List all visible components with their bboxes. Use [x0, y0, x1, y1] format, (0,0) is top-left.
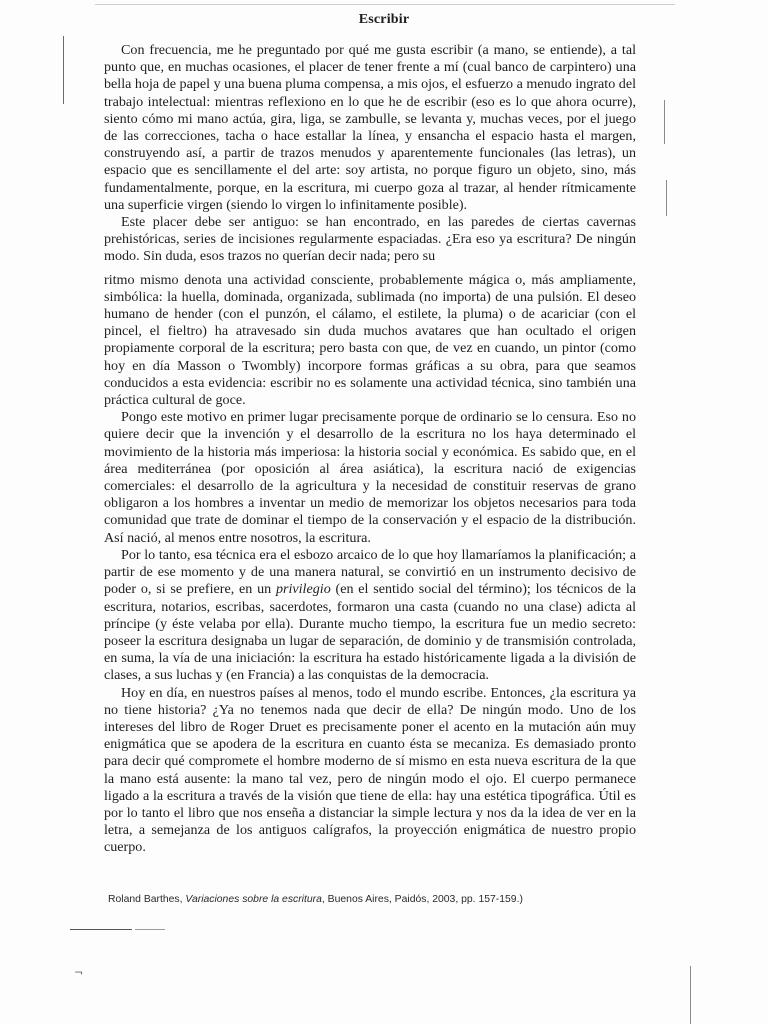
- paragraph-3: ritmo mismo denota una actividad consciente, probablemente mágica o, más ampliamente, simbólica: la huella, dominada, organizada, sublimada (no importa) de una pulsión. El deseo humano de hender (con el punzón, el cálamo, el estilete, la pluma) o de acariciar (con el pincel, el fieltro) ha atravesado sin duda muchos avatares que han ocultado el origen propiamente corporal de la escritura; pero basta con que, de vez en cuando, un pintor (como hoy en día Masson o Twombly) incorpore formas gráficas a su obra, para que seamos conducidos a esta evidencia: escribir no es solamente una actividad técnica, sino también una práctica cultural de goce.: [104, 271, 636, 409]
- right-margin-mark-lower: [690, 966, 691, 1024]
- paragraph-5-text-after: (en el sentido social del término); los técnicos de la escritura, notarios, escribas, sacerdotes, formaron una casta (cuando no una clase) adicta al príncipe (y éste velaba por ella). Durante mucho tiempo, la escritura fue un medio secreto: poseer la escritura designaba un lugar de separación, de dominio y de transmisión controlada, en suma, la vía de una iniciación: la escritura ha estado históricamente ligada a la división de clases, a sus luchas y (en Francia) a las conquistas de la democracia.: [104, 581, 636, 684]
- paragraph-5-italic-term: privilegio: [275, 581, 331, 598]
- left-margin-mark: [63, 36, 64, 104]
- paragraph-2: Este placer debe ser antiguo: se han encontrado, en las paredes de ciertas cavernas prehistóricas, series de incisiones regularmente espaciadas. ¿Era eso ya escritura? De ningún modo. Sin duda, esos trazos no querían decir nada; pero su: [104, 214, 636, 265]
- source-citation: [108, 894, 523, 905]
- footnote-rule-faint: [135, 929, 165, 930]
- paragraph-5: [104, 547, 636, 685]
- page-title: Escribir: [358, 12, 410, 27]
- right-margin-mark-upper: [664, 100, 665, 144]
- paragraph-6: Hoy en día, en nuestros países al menos, todo el mundo escribe. Entonces, ¿la escritura ya no tiene historia? ¿Ya no tenemos nada que decir de ella? De ningún modo. Uno de los intereses del libro de Roger Druet es precisamente poner el acento en la mutación aún muy enigmática que se apodera de la escritura en cuanto ésta se mecaniza. Es demasiado pronto para decir qué compromete el hombre moderno de sí mismo en esta nueva escritura de la que la mano está ausente: la mano tal vez, pero de ningún modo el ojo. El cuerpo permanece ligado a la escritura a través de la visión que tiene de ella: hay una estética tipográfica. Útil es por lo tanto el libro que nos enseña a distanciar la simple lectura y nos da la idea de ver en la letra, a semejanza de los antiguos calígrafos, la proyección enigmática de nuestro propio cuerpo.: [104, 684, 636, 856]
- paragraph-4: Pongo este motivo en primer lugar precisamente porque de ordinario se lo censura. Eso no quiere decir que la invención y el desarrollo de la escritura no los haya determinado el movimiento de la historia más imperiosa: la historia social y económica. Es sabido que, en el área mediterránea (por oposición al área asiática), la escritura nació de exigencias comerciales: el desarrollo de la agricultura y la necesidad de constituir reservas de grano obligaron a los hombres a inventar un medio de memorizar los objetos necesarios para toda comunidad que trate de dominar el tiempo de la conservación y el espacio de la distribución. Así nació, al menos entre nosotros, la escritura.: [104, 409, 636, 546]
- top-scan-rule: [95, 4, 675, 5]
- right-margin-mark-middle: [666, 180, 667, 216]
- essay-body: [104, 42, 636, 857]
- citation-work-title: Variaciones sobre la escritura: [185, 894, 322, 905]
- corner-scan-mark: ¬: [74, 966, 84, 979]
- citation-details: , Buenos Aires, Paidós, 2003, pp. 157-159.): [321, 894, 523, 905]
- footnote-rule: [70, 929, 132, 930]
- paragraph-1: Con frecuencia, me he preguntado por qué me gusta escribir (a mano, se entiende), a tal punto que, en muchas ocasiones, el placer de tener frente a mí (cual banco de carpintero) una bella hoja de papel y una buena pluma compensa, a mis ojos, el esfuerzo a menudo ingrato del trabajo intelectual: mientras reflexiono en lo que he de escribir (eso es lo que ahora ocurre), siento cómo mi mano actúa, gira, liga, se zambulle, se levanta y, muchas veces, por el juego de las correcciones, tacha o hace estallar la línea, y ensancha el espacio hasta el margen, construyendo así, a partir de trazos menudos y aparentemente funcionales (las letras), un espacio que es sencillamente el del arte: soy artista, no porque figuro un objeto, sino, más fundamentalmente, porque, en la escritura, mi cuerpo goza al trazar, al hender rítmicamente una superficie virgen (siendo lo virgen lo infinitamente posible).: [104, 42, 636, 213]
- citation-author: Roland Barthes,: [108, 894, 186, 905]
- paragraph-5-text-before: Por lo tanto, esa técnica era el esbozo arcaico de lo que hoy llamaríamos la planificación; a partir de ese momento y de una manera natural, se convirtió en un instrumento decisivo de poder o, si se prefiere, en un: [104, 546, 636, 598]
